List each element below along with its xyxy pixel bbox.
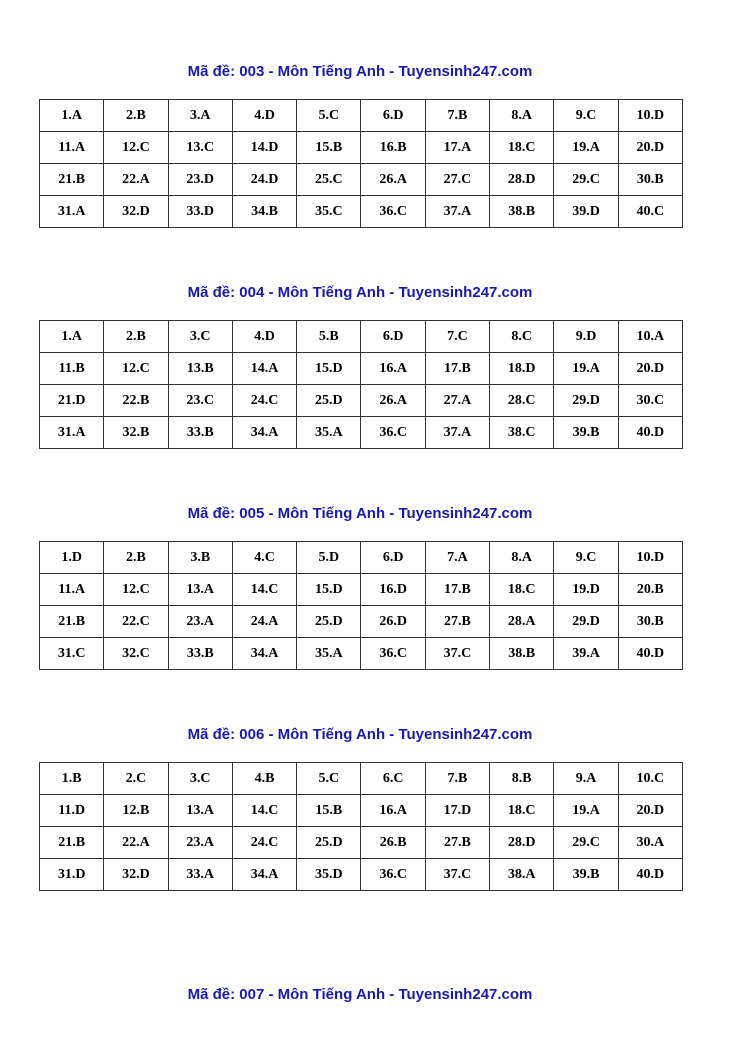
answer-cell: 30.B [618, 164, 682, 196]
answer-cell: 1.A [40, 100, 104, 132]
answer-cell: 16.B [361, 132, 425, 164]
answer-cell: 22.C [104, 606, 168, 638]
table-row [40, 763, 683, 795]
answer-cell: 28.A [490, 606, 554, 638]
answer-cell: 15.D [297, 353, 361, 385]
answer-cell: 38.B [490, 638, 554, 670]
answer-cell: 26.A [361, 164, 425, 196]
answer-cell: 37.C [425, 859, 489, 891]
answer-cell: 16.D [361, 574, 425, 606]
answer-cell: 23.A [168, 827, 232, 859]
answer-cell: 28.D [490, 827, 554, 859]
table-row [40, 638, 683, 670]
answer-cell: 3.A [168, 100, 232, 132]
answer-cell: 35.D [297, 859, 361, 891]
answer-cell: 38.B [490, 196, 554, 228]
answer-cell: 7.A [425, 542, 489, 574]
answer-cell: 8.C [490, 321, 554, 353]
answer-cell: 19.A [554, 132, 618, 164]
answer-cell: 15.D [297, 574, 361, 606]
section-title-006: Mã đề: 006 - Môn Tiếng Anh - Tuyensinh247.com [187, 726, 533, 743]
answer-cell: 19.D [554, 574, 618, 606]
answer-cell: 28.C [490, 385, 554, 417]
answer-cell: 12.C [104, 574, 168, 606]
answer-cell: 22.A [104, 827, 168, 859]
answer-cell: 24.D [232, 164, 296, 196]
answer-cell: 23.C [168, 385, 232, 417]
answer-cell: 16.A [361, 795, 425, 827]
table-row [40, 353, 683, 385]
answer-cell: 7.B [425, 763, 489, 795]
table-row [40, 132, 683, 164]
answer-cell: 18.D [490, 353, 554, 385]
answer-cell: 28.D [490, 164, 554, 196]
table-row [40, 164, 683, 196]
answer-cell: 15.B [297, 795, 361, 827]
answer-cell: 8.B [490, 763, 554, 795]
answer-cell: 20.D [618, 353, 682, 385]
answer-cell: 2.B [104, 100, 168, 132]
answer-cell: 2.C [104, 763, 168, 795]
answer-cell: 13.A [168, 795, 232, 827]
table-row [40, 100, 683, 132]
answer-cell: 25.D [297, 385, 361, 417]
answer-cell: 36.C [361, 417, 425, 449]
answer-cell: 29.D [554, 606, 618, 638]
answer-cell: 39.D [554, 196, 618, 228]
section-title-004: Mã đề: 004 - Môn Tiếng Anh - Tuyensinh247.com [187, 284, 533, 301]
section-title-003: Mã đề: 003 - Môn Tiếng Anh - Tuyensinh247.com [187, 63, 533, 80]
answer-cell: 3.C [168, 321, 232, 353]
answer-cell: 37.C [425, 638, 489, 670]
answer-cell: 36.C [361, 638, 425, 670]
answer-cell: 21.D [40, 385, 104, 417]
answer-cell: 26.B [361, 827, 425, 859]
answer-cell: 29.D [554, 385, 618, 417]
answer-cell: 6.C [361, 763, 425, 795]
answer-cell: 15.B [297, 132, 361, 164]
answer-cell: 9.D [554, 321, 618, 353]
table-row [40, 196, 683, 228]
answer-cell: 40.D [618, 638, 682, 670]
answer-cell: 27.A [425, 385, 489, 417]
answer-cell: 10.C [618, 763, 682, 795]
answer-cell: 16.A [361, 353, 425, 385]
answer-cell: 8.A [490, 100, 554, 132]
answer-cell: 20.B [618, 574, 682, 606]
answer-cell: 18.C [490, 574, 554, 606]
answer-cell: 39.B [554, 417, 618, 449]
answer-cell: 17.B [425, 574, 489, 606]
answer-cell: 14.D [232, 132, 296, 164]
answer-cell: 10.D [618, 100, 682, 132]
answer-cell: 20.D [618, 795, 682, 827]
answer-cell: 32.C [104, 638, 168, 670]
answer-cell: 19.A [554, 353, 618, 385]
answer-cell: 11.A [40, 132, 104, 164]
table-row [40, 606, 683, 638]
answer-cell: 14.C [232, 795, 296, 827]
answer-cell: 1.D [40, 542, 104, 574]
answer-cell: 36.C [361, 196, 425, 228]
answer-cell: 5.B [297, 321, 361, 353]
answer-cell: 2.B [104, 321, 168, 353]
answer-cell: 17.B [425, 353, 489, 385]
answer-table-005 [39, 541, 683, 670]
answer-cell: 11.B [40, 353, 104, 385]
answer-table-006 [39, 762, 683, 891]
answer-cell: 29.C [554, 827, 618, 859]
table-row [40, 574, 683, 606]
answer-cell: 37.A [425, 196, 489, 228]
answer-cell: 32.B [104, 417, 168, 449]
answer-cell: 13.A [168, 574, 232, 606]
answer-cell: 7.C [425, 321, 489, 353]
table-row [40, 321, 683, 353]
answer-cell: 21.B [40, 606, 104, 638]
answer-cell: 31.A [40, 196, 104, 228]
answer-cell: 40.C [618, 196, 682, 228]
answer-cell: 32.D [104, 196, 168, 228]
answer-cell: 14.C [232, 574, 296, 606]
answer-cell: 26.A [361, 385, 425, 417]
answer-cell: 27.C [425, 164, 489, 196]
answer-cell: 13.B [168, 353, 232, 385]
answer-cell: 34.A [232, 638, 296, 670]
answer-cell: 11.A [40, 574, 104, 606]
answer-cell: 27.B [425, 827, 489, 859]
answer-cell: 31.A [40, 417, 104, 449]
answer-cell: 34.B [232, 196, 296, 228]
answer-cell: 8.A [490, 542, 554, 574]
answer-cell: 18.C [490, 132, 554, 164]
answer-cell: 21.B [40, 827, 104, 859]
answer-cell: 30.A [618, 827, 682, 859]
answer-cell: 24.C [232, 385, 296, 417]
section-title-005: Mã đề: 005 - Môn Tiếng Anh - Tuyensinh247.com [187, 505, 533, 522]
table-row [40, 542, 683, 574]
answer-cell: 3.C [168, 763, 232, 795]
answer-cell: 1.B [40, 763, 104, 795]
answer-cell: 25.D [297, 827, 361, 859]
answer-cell: 34.A [232, 417, 296, 449]
answer-cell: 5.C [297, 763, 361, 795]
answer-cell: 25.D [297, 606, 361, 638]
answer-cell: 35.A [297, 638, 361, 670]
answer-cell: 6.D [361, 321, 425, 353]
answer-cell: 32.D [104, 859, 168, 891]
answer-cell: 27.B [425, 606, 489, 638]
answer-cell: 5.D [297, 542, 361, 574]
answer-cell: 4.D [232, 321, 296, 353]
answer-cell: 38.A [490, 859, 554, 891]
answer-cell: 23.A [168, 606, 232, 638]
answer-table-003 [39, 99, 683, 228]
answer-cell: 24.C [232, 827, 296, 859]
answer-cell: 14.A [232, 353, 296, 385]
table-row [40, 385, 683, 417]
answer-cell: 4.D [232, 100, 296, 132]
answer-cell: 6.D [361, 542, 425, 574]
answer-cell: 18.C [490, 795, 554, 827]
answer-cell: 30.C [618, 385, 682, 417]
answer-cell: 10.D [618, 542, 682, 574]
answer-cell: 9.A [554, 763, 618, 795]
answer-cell: 13.C [168, 132, 232, 164]
answer-cell: 22.A [104, 164, 168, 196]
answer-cell: 6.D [361, 100, 425, 132]
answer-cell: 34.A [232, 859, 296, 891]
answer-cell: 33.A [168, 859, 232, 891]
answer-cell: 25.C [297, 164, 361, 196]
answer-cell: 24.A [232, 606, 296, 638]
table-row [40, 859, 683, 891]
answer-cell: 1.A [40, 321, 104, 353]
answer-cell: 23.D [168, 164, 232, 196]
answer-cell: 29.C [554, 164, 618, 196]
answer-cell: 7.B [425, 100, 489, 132]
answer-cell: 12.C [104, 132, 168, 164]
answer-cell: 33.D [168, 196, 232, 228]
answer-cell: 19.A [554, 795, 618, 827]
answer-cell: 5.C [297, 100, 361, 132]
answer-cell: 39.A [554, 638, 618, 670]
answer-cell: 40.D [618, 417, 682, 449]
answer-cell: 17.D [425, 795, 489, 827]
answer-cell: 35.A [297, 417, 361, 449]
table-row [40, 827, 683, 859]
answer-cell: 10.A [618, 321, 682, 353]
answer-cell: 12.C [104, 353, 168, 385]
answer-cell: 12.B [104, 795, 168, 827]
table-row [40, 417, 683, 449]
table-row [40, 795, 683, 827]
answer-cell: 33.B [168, 638, 232, 670]
answer-cell: 4.B [232, 763, 296, 795]
answer-cell: 31.C [40, 638, 104, 670]
answer-table-004 [39, 320, 683, 449]
answer-cell: 21.B [40, 164, 104, 196]
answer-cell: 2.B [104, 542, 168, 574]
answer-cell: 22.B [104, 385, 168, 417]
answer-cell: 37.A [425, 417, 489, 449]
answer-cell: 26.D [361, 606, 425, 638]
answer-cell: 20.D [618, 132, 682, 164]
answer-cell: 39.B [554, 859, 618, 891]
answer-cell: 36.C [361, 859, 425, 891]
answer-cell: 11.D [40, 795, 104, 827]
answer-cell: 17.A [425, 132, 489, 164]
answer-cell: 40.D [618, 859, 682, 891]
answer-cell: 9.C [554, 542, 618, 574]
answer-cell: 4.C [232, 542, 296, 574]
answer-cell: 30.B [618, 606, 682, 638]
answer-cell: 38.C [490, 417, 554, 449]
answer-cell: 33.B [168, 417, 232, 449]
answer-cell: 35.C [297, 196, 361, 228]
answer-cell: 3.B [168, 542, 232, 574]
answer-cell: 31.D [40, 859, 104, 891]
answer-cell: 9.C [554, 100, 618, 132]
section-title-007: Mã đề: 007 - Môn Tiếng Anh - Tuyensinh247.com [187, 986, 533, 1003]
